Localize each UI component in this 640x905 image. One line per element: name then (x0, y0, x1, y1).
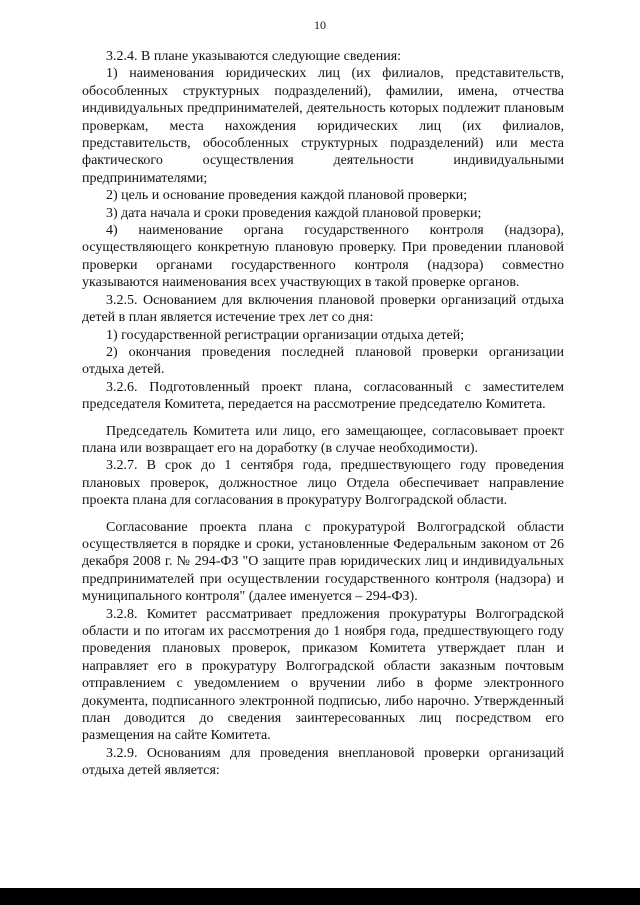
scan-border-bar (0, 888, 640, 905)
paragraph: 4) наименование органа государственного контроля (надзора), осуществляющего конкретную плановую проверку. При проведении плановой проверки органами государственного контроля (надзора) совместно указываются наименования всех участвующих в такой проверке органов. (82, 223, 564, 291)
paragraph: 2) окончания проведения последней плановой проверки организации отдыха детей. (82, 344, 564, 378)
paragraph: 3.2.5. Основанием для включения плановой проверки организаций отдыха детей в план является истечение трех лет со дня: (82, 292, 564, 326)
paragraph: 3.2.7. В срок до 1 сентября года, предшествующего году проведения плановых проверок, должностное лицо Отдела обеспечивает направление проекта плана для согласования в прокуратуру Волгоградской области. (82, 458, 564, 509)
paragraph: 3) дата начала и сроки проведения каждой плановой проверки; (106, 205, 482, 221)
paragraph: 2) цель и основание проведения каждой плановой проверки; (106, 188, 468, 204)
paragraph: 3.2.8. Комитет рассматривает предложения прокуратуры Волгоградской области и по итогам их рассмотрения до 1 ноября года, предшествующего году проведения плановых проверок, приказом Комитета утверждает план и направляет его в прокуратуру Волгоградской области заказным почтовым отправлением с уведомлением о вручении либо в форме электронного документа, подписанного электронной подписью, либо нарочно. Утвержденный план доводится до сведения заинтересованных лиц посредством его размещения на сайте Комитета. (82, 606, 564, 744)
paragraph: Согласование проекта плана с прокуратурой Волгоградской области осуществляется в порядке и сроки, установленные Федеральным законом от 26 декабря 2008 г. № 294-ФЗ "О защите прав юридических лиц и индивидуальных предпринимателей при осуществлении государственного контроля (надзора) и муниципального контроля" (далее именуется – 294-ФЗ). (82, 519, 564, 605)
paragraph: Председатель Комитета или лицо, его замещающее, согласовывает проект плана или возвращает его на доработку (в случае необходимости). (82, 423, 564, 456)
paragraph: 3.2.4. В плане указываются следующие сведения: (106, 49, 402, 64)
paragraph: 1) государственной регистрации организации отдыха детей; (106, 327, 465, 343)
page-number: 10 (314, 18, 326, 32)
document-body (82, 48, 564, 780)
paragraph: 3.2.9. Основаниям для проведения внеплановой проверки организаций отдыха детей является: (82, 745, 564, 779)
paragraph: 1) наименования юридических лиц (их филиалов, представительств, обособленных структурных подразделений), фамилии, имена, отчества индивидуальных предпринимателей, деятельность которых подлежит плановым проверкам, места нахождения юридических лиц (их филиалов, представительств, обособленных структурных подразделений) или места фактического осуществления деятельности индивидуальными предпринимателями; (82, 66, 564, 186)
paragraph: 3.2.6. Подготовленный проект плана, согласованный с заместителем председателя Комитета, передается на рассмотрение председателю Комитета. (82, 379, 564, 413)
